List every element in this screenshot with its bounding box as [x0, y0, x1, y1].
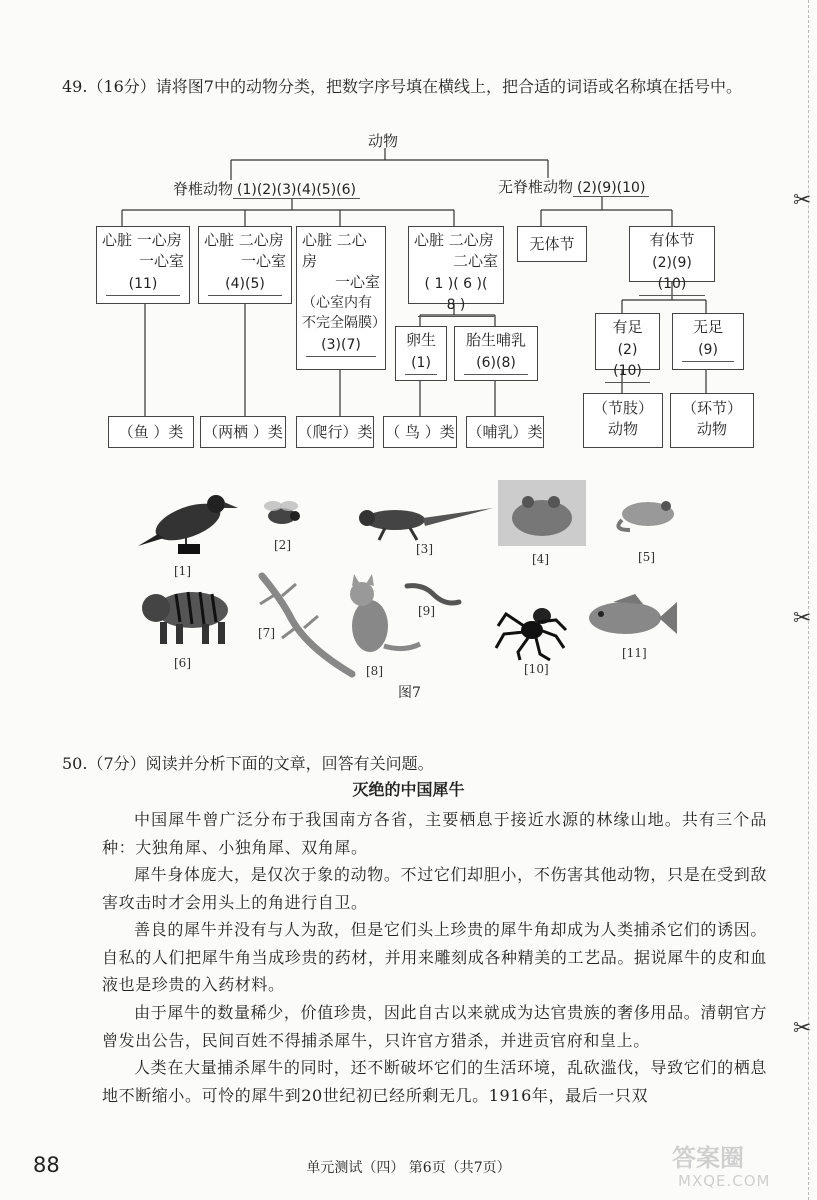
pic-label-2: [2]: [274, 538, 291, 552]
no-legs-answer: (9): [682, 340, 734, 362]
invertebrate-label: 无脊椎动物 (2)(9)(10): [498, 176, 649, 197]
pic-label-1: [1]: [174, 564, 191, 578]
figure-title: 图7: [398, 685, 421, 701]
page-number: 88: [33, 1153, 60, 1177]
pic-label-6: [6]: [174, 656, 191, 670]
box-fish-heart: 心脏 一心房 一心室 (11): [96, 226, 190, 304]
pic-label-3: [3]: [416, 542, 433, 556]
bird-mammal-answer: ( 1 )( 6 )( 8 ): [418, 274, 494, 317]
viviparous-answer: (6)(8): [464, 353, 528, 375]
legs-answer: (2)(10): [605, 340, 650, 383]
fish-image: [583, 592, 679, 642]
tree-root-label: 动物: [368, 132, 399, 150]
invertebrate-answer: (2)(9)(10): [573, 180, 649, 197]
vertebrate-answer: (1)(2)(3)(4)(5)(6): [233, 182, 360, 199]
category-arthropod: （节肢） 动物: [583, 393, 663, 448]
footer-text: 单元测试（四） 第6页（共7页）: [306, 1160, 511, 1176]
tiger-image: [136, 578, 236, 648]
category-mammal: （哺乳）类: [466, 416, 544, 448]
category-annelid: （环节） 动物: [670, 393, 754, 448]
frog-image: [610, 486, 682, 536]
spider-image: [494, 596, 568, 662]
pic-label-8: [8]: [366, 664, 383, 678]
pic-label-5: [5]: [638, 550, 655, 564]
reptile-answer: (3)(7): [306, 335, 376, 357]
amphibian-answer: (4)(5): [208, 274, 282, 296]
article-paragraph: 犀牛身体庞大，是仅次于象的动物。不过它们却胆小，不伤害其他动物，只是在受到敌害攻击时才会用头上的角进行自卫。: [102, 865, 767, 912]
box-viviparous: 胎生哺乳 (6)(8): [454, 326, 538, 381]
box-bird-mammal-heart: 心脏 二心房 二心室 ( 1 )( 6 )( 8 ): [408, 226, 504, 304]
box-no-segments: 无体节: [517, 226, 587, 262]
fly-image: [255, 494, 310, 534]
box-no-legs: 无足 (9): [672, 313, 744, 370]
box-amphibian-heart: 心脏 二心房 一心室 (4)(5): [198, 226, 292, 304]
fish-answer: (11): [106, 274, 180, 296]
scissors-icon: ✂: [793, 1016, 812, 1041]
pic-label-11: [11]: [622, 646, 647, 660]
box-reptile-heart: 心脏 二心房 一心室 （心室内有不完全隔膜） (3)(7): [296, 226, 386, 370]
question-50-text: 50.（7分）阅读并分析下面的文章，回答有关问题。: [62, 754, 434, 773]
vertebrate-label: 脊椎动物 (1)(2)(3)(4)(5)(6): [173, 178, 360, 199]
article-paragraph: 人类在大量捕杀犀牛的同时，还不断破坏它们的生活环境，乱砍滥伐，导致它们的栖息地不断缩小。可怜的犀牛到20世纪初已经所剩无几。1916年，最后一只双: [102, 1058, 767, 1105]
watermark-logo: 答案圈: [672, 1144, 744, 1172]
scissors-icon: ✂: [793, 606, 812, 631]
pic-label-7: [7]: [258, 626, 275, 640]
article-paragraph: 中国犀牛曾广泛分布于我国南方各省，主要栖息于接近水源的林缘山地。共有三个品种：大独角犀、小独角犀、双角犀。: [102, 810, 767, 857]
article-paragraph: 由于犀牛的数量稀少，价值珍贵，因此自古以来就成为达官贵族的奢侈用品。清朝官方曾发出公告，民间百姓不得捕杀犀牛，只许官方猎杀，并进贡官府和皇上。: [102, 1003, 767, 1050]
question-49-text: 49.（16分）请将图7中的动物分类，把数字序号填在横线上，把合适的词语或名称填在括号中。: [62, 77, 742, 96]
category-bird: （ 鸟 ）类: [383, 416, 457, 448]
pic-label-9: [9]: [418, 604, 435, 618]
box-oviparous: 卵生 (1): [395, 326, 447, 381]
pic-label-10: [10]: [524, 662, 549, 676]
scissors-icon: ✂: [793, 188, 812, 213]
bird-image: [136, 486, 240, 558]
toad-image: [498, 480, 586, 546]
segments-answer: (2)(9)(10): [639, 253, 705, 296]
article-title: 灭绝的中国犀牛: [352, 780, 465, 799]
pic-label-4: [4]: [532, 552, 549, 566]
category-fish: （鱼 ）类: [108, 416, 194, 448]
article-paragraph: 善良的犀牛并没有与人为敌，但是它们头上珍贵的犀牛角却成为人类捕杀它们的诱因。自私的人们把犀牛角当成珍贵的药材，并用来雕刻成各种精美的工艺品。据说犀牛的皮和血液也是珍贵的入药材料。: [102, 920, 767, 995]
category-reptile: （爬行）类: [296, 416, 374, 448]
box-legs: 有足 (2)(10): [595, 313, 660, 370]
category-amphibian: （两栖 ）类: [200, 416, 286, 448]
box-segments: 有体节 (2)(9)(10): [629, 226, 715, 282]
oviparous-answer: (1): [405, 353, 437, 375]
lizard-image: [355, 498, 495, 543]
watermark-url: MXQE.COM: [678, 1172, 771, 1190]
